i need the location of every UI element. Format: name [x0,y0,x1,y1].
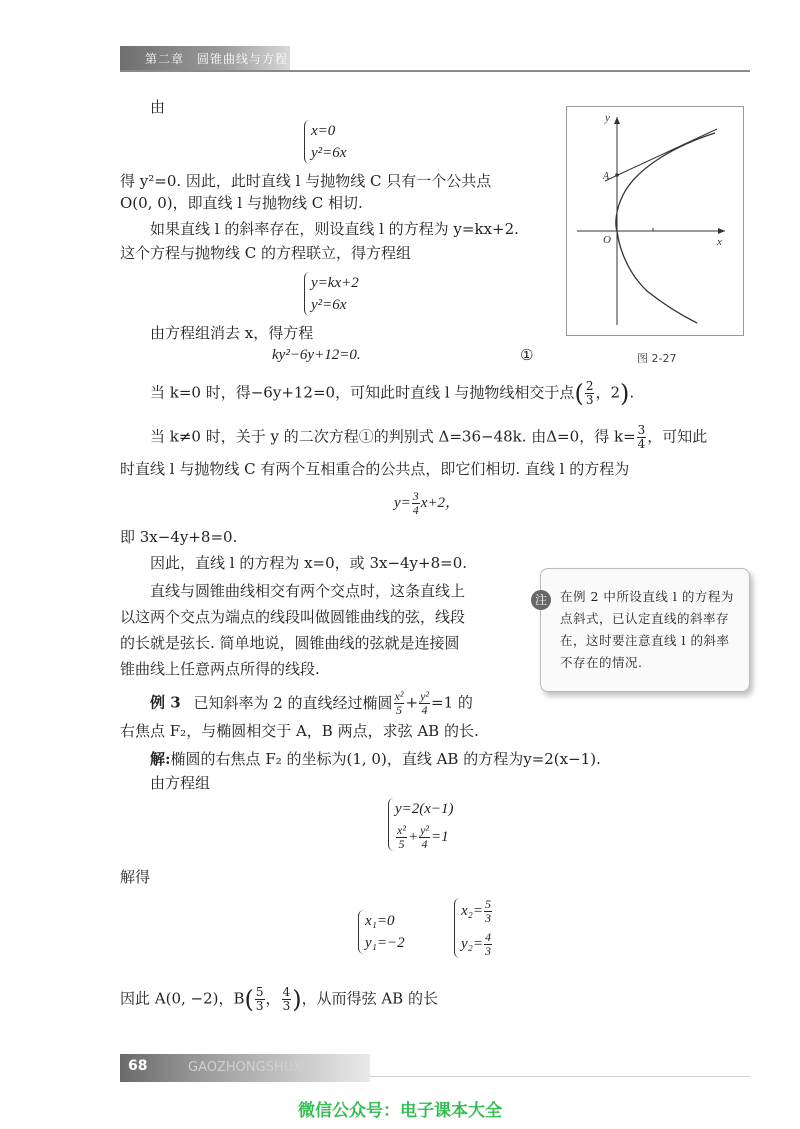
example-3: 例 3 已知斜率为 2 的直线经过椭圆 $\frac{\text{x²}}{5}$ + $\frac{\text{y²}}{4}$ =1 的 [150,689,473,717]
sys4-line1: x₁=0 [365,913,395,929]
equation-1-number: ① [520,346,534,364]
footer-rule [370,1076,750,1077]
paragraph-5: 由方程组消去 x，得方程 [150,324,314,342]
sys1-line1: x=0 [311,123,336,139]
sys3-line1: y=2(x−1) [395,801,454,817]
fraction-3-4: $\frac{3}{4}$ [637,423,646,451]
chapter-title: 第二章 圆锥曲线与方程 [145,52,289,66]
paragraph-7 [150,424,707,451]
paragraph-16: 由方程组 [150,774,211,792]
axis-label-y: y [605,112,610,124]
figure-caption: 图 2-27 [637,352,677,365]
paragraph-12: 以这两个交点为端点的线段叫做圆锥曲线的弦，线段 [120,608,466,626]
fraction-x2-5: $\frac{\text{x²}}{5}$ [394,689,404,717]
paragraph-4: 这个方程与抛物线 C 的方程联立，得方程组 [120,244,412,262]
sys2-line2: y²=6x [311,297,347,313]
sys4-line2: y₁=−2 [365,935,405,951]
sys5-line1: x₂= $\frac{5}{3}$ [461,897,491,926]
paragraph-2: O(0, 0)，即直线 l 与抛物线 C 相切. [120,194,363,212]
paragraph-8: 时直线 l 与抛物线 C 有两个互相重合的公共点，即它们相切. 直线 l 的方程为 [120,460,630,478]
text-you: 由 [150,98,166,116]
equation-system-2 [304,272,359,316]
paragraph-15: 右焦点 F₂，与椭圆相交于 A，B 两点，求弦 AB 的长. [120,722,479,740]
equation-system-3 [388,798,454,851]
fraction-2-3: $\frac{2}{3}$ [585,379,594,407]
paragraph-13: 的长就是弦长. 简单地说，圆锥曲线的弦就是连接圆 [120,634,460,652]
p6-post: ，2 [595,383,620,402]
p6-pre: 当 k=0 时，得−6y+12=0，可知此时直线 l 与抛物线相交于点 [150,383,575,402]
paragraph-10: 因此，直线 l 的方程为 x=0，或 3x−4y+8=0. [150,554,468,572]
paragraph-9: 即 3x−4y+8=0. [120,528,238,546]
header-rule [120,70,750,72]
p7-pre: 当 k≠0 时，关于 y 的二次方程①的判别式 Δ=36−48k. 由Δ=0，得 k= [150,427,636,446]
axis-label-x: x [717,236,722,248]
equation-system-5 [454,898,493,958]
equation-system-4 [358,910,405,954]
note-text: 在例 2 中所设直线 l 的方程为点斜式，已认定直线的斜率存在，这时要注意直线 l 的斜率不存在的情况. [560,589,734,670]
origin-label: O [603,234,611,246]
parabola-figure [567,107,743,335]
example-3-label: 例 3 [150,693,181,712]
paragraph-18: 因此 A(0, −2)，B( $\frac{5}{3}$ ， $\frac{4}{3}$ )，从而得弦 AB 的长 [120,985,438,1014]
paragraph-6: 当 k=0 时，得−6y+12=0，可知此时直线 l 与抛物线相交于点( $\frac{2}{3}$ ，2). [150,379,635,408]
equation-2: y= $\frac{3}{4}$ x+2， [394,489,461,517]
wechat-watermark: 微信公众号：电子课本大全 [298,1101,502,1121]
sys3-line2: $\frac{\text{x²}}{5}$ + $\frac{\text{y²}}{4}$ =1 [397,823,449,851]
fraction-3-4b: $\frac{3}{4}$ [412,489,419,517]
sys1-line2: y²=6x [311,145,347,161]
paragraph-17: 解得 [120,868,151,886]
equation-system-1 [304,120,346,164]
paragraph-1: 得 y²=0. 因此，此时直线 l 与抛物线 C 只有一个公共点 [120,172,492,190]
paragraph-3: 如果直线 l 的斜率存在，则设直线 l 的方程为 y=kx+2. [150,220,519,238]
note-badge: 注 [531,590,551,610]
paragraph-11: 直线与圆锥曲线相交有两个交点时，这条直线上 [150,582,466,600]
solution-line: 解:椭圆的右焦点 F₂ 的坐标为(1, 0)，直线 AB 的方程为y=2(x−1). [150,750,601,768]
sys5-line2: y₂= $\frac{4}{3}$ [461,930,491,959]
point-a-label: A [603,171,610,182]
figure-box [566,106,744,336]
p7-post: ，可知此 [647,427,708,446]
paragraph-14: 锥曲线上任意两点所得的线段. [120,660,320,678]
equation-1: ky²−6y+12=0. [272,347,361,363]
footer-brand: GAOZHONGSHUXUE [188,1060,320,1075]
solution-label: 解: [150,750,171,768]
fraction-y2-4: $\frac{\text{y²}}{4}$ [420,689,429,717]
sys2-line1: y=kx+2 [311,275,359,291]
page-number: 68 [128,1058,148,1074]
